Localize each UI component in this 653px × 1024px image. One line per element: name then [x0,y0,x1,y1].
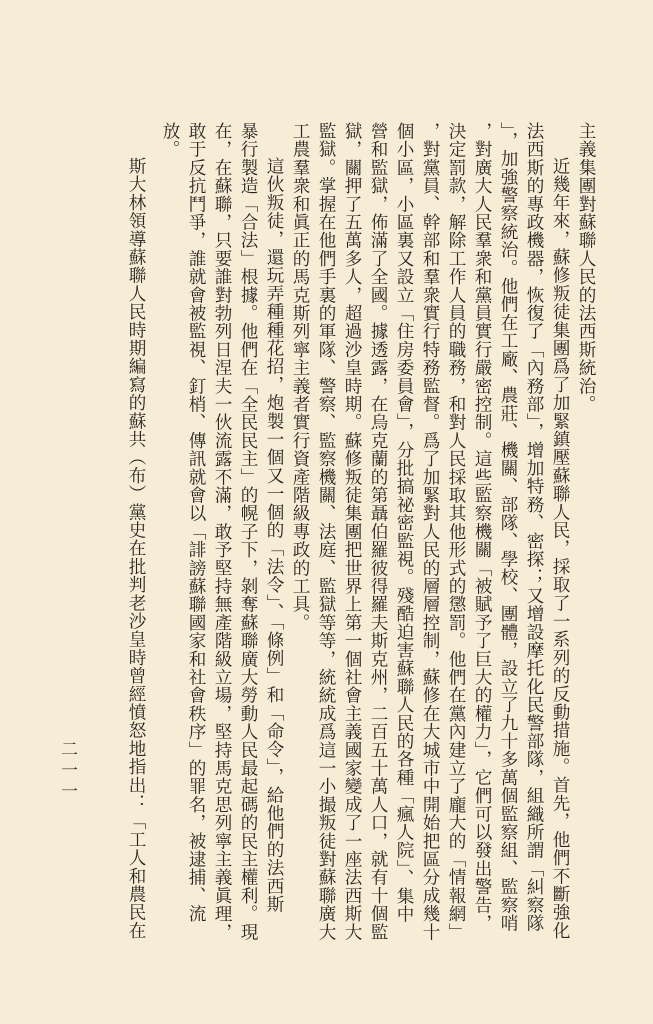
text-column: 」，加強警察統治。他們在工廠、農莊、機關、部隊、學校、團體，設立了九十多萬個監察組、監察哨 [498,122,518,933]
text-column: 獄，關押了五萬多人，超過沙皇時期。蘇修叛徒集團把世界上第一個社會主義國家變成了一座法西斯大 [342,122,362,941]
text-column: ，對廣大人民羣衆和黨員實行嚴密控制。這些監察機關「被賦予了巨大的權力」，它們可以發出警告， [472,122,492,933]
text-column: 近幾年來，蘇修叛徒集團爲了加緊鎮壓蘇聯人民，採取了一系列的反動措施。首先，他們不斷強化 [550,157,570,940]
page-number: 二一一 [57,740,77,803]
text-column: 營和監獄，佈滿了全國。據透露，在烏克蘭的第聶伯羅彼得羅夫斯克州，二百五十萬人口，就有十個監 [368,122,388,941]
text-column: 放。 [160,122,180,159]
text-column: 法西斯的專政機器，恢復了「內務部」，增加特務、密探；又增設摩托化民警部隊，組織所謂「糾察隊 [524,122,544,933]
text-column: 主義集團對蘇聯人民的法西斯統治。 [576,122,596,414]
text-column: 決定罰款，解除工作人員的職務，和對人民採取其他形式的懲罰。他們在黨內建立了龐大的「情報網」 [446,122,466,941]
text-column: 斯大林領導蘇聯人民時期編寫的蘇共（布）黨史在批判老沙皇時曾經憤怒地指出：「工人和農民在 [126,157,146,940]
text-column: 監獄。掌握在他們手裏的軍隊、警察、監察機關、法庭、監獄等等，統統成爲這一小撮叛徒對蘇聯廣大 [316,122,336,941]
text-column: 在，在蘇聯，只要誰對勃列日涅夫一伙流露不滿，敢予堅持無產階級立場，堅持馬克思列寧主義眞理， [212,122,232,941]
vertical-text-body [0,122,653,952]
text-column: 個小區，小區裏又設立「住房委員會」，分批搞祕密監視。殘酷迫害蘇聯人民的各種「瘋人院」、集中 [394,122,414,924]
text-column: 工農羣衆和眞正的馬克斯列寧主義者實行資產階級專政的工具。 [290,122,310,632]
text-column: ，對黨員、幹部和羣衆實行特務監督。爲了加緊對人民的層層控制，蘇修在大城市中開始把區分成幾十 [420,122,440,941]
text-column: 敢于反抗鬥爭，誰就會被監視、釘梢、傳訊就會以「誹謗蘇聯國家和社會秩序」的罪名，被逮捕、流 [186,122,206,923]
text-column: 這伙叛徒，還玩弄種種花招，炮製一個又一個的「法令」、「條例」和「命令」，給他們的法西斯 [264,157,284,914]
text-column: 暴行製造「合法」根據。他們在「全民民主」的幌子下，剝奪蘇聯廣大勞動人民最起碼的民主權利。現 [238,122,258,941]
